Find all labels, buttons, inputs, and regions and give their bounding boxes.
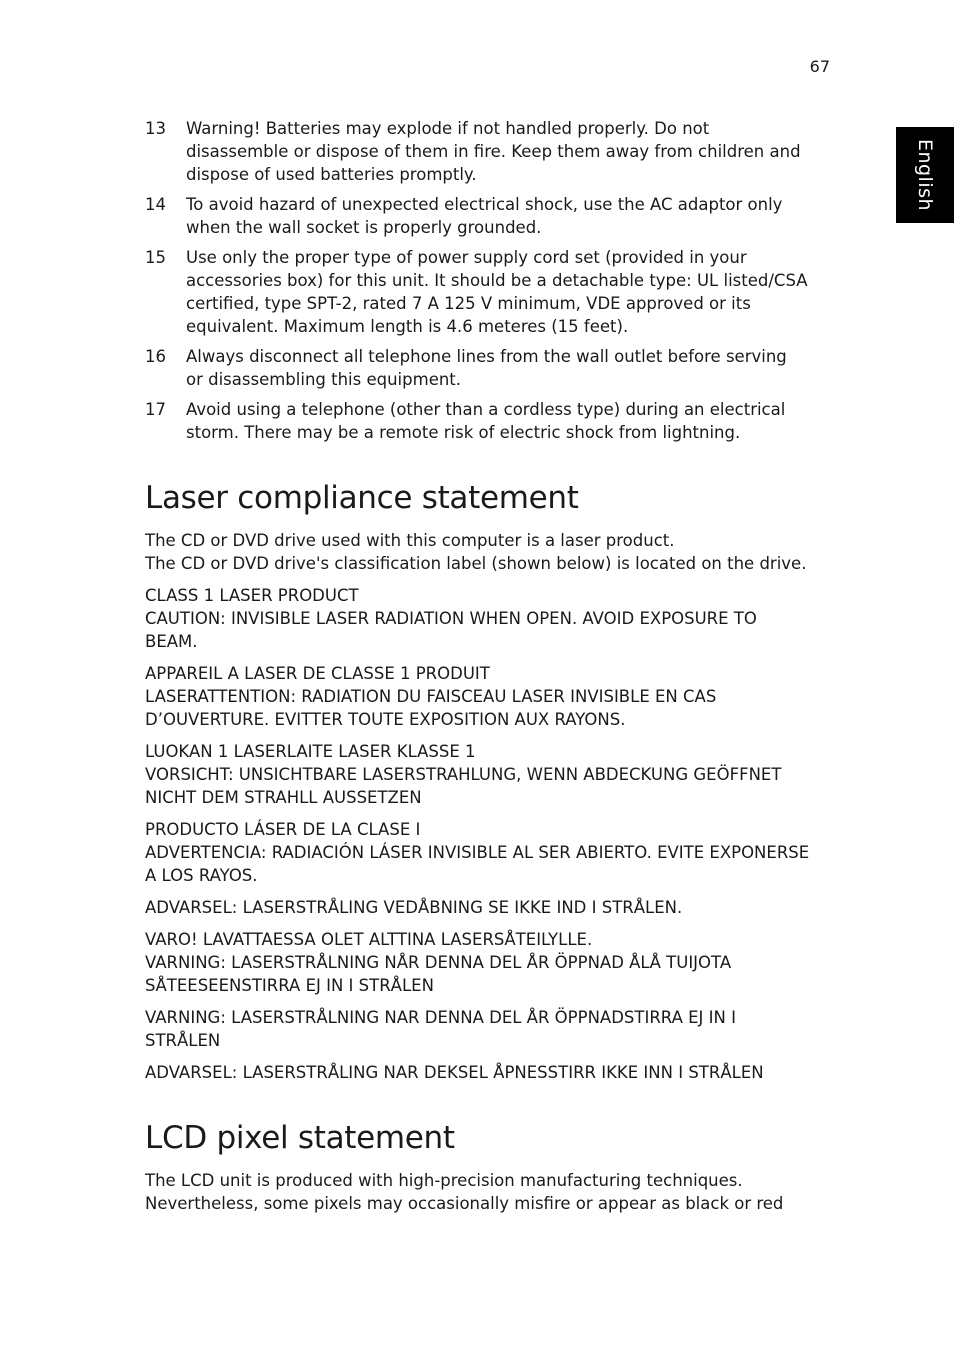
text-line: APPAREIL A LASER DE CLASSE 1 PRODUIT: [145, 664, 490, 683]
language-tab-label: English: [914, 138, 936, 212]
list-item: [145, 398, 845, 444]
laser-paragraph: [145, 529, 845, 575]
text-line: D’OUVERTURE. EVITTER TOUTE EXPOSITION AUX RAYONS.: [145, 710, 626, 729]
text-line: LASERATTENTION: RADIATION DU FAISCEAU LASER INVISIBLE EN CAS: [145, 687, 717, 706]
text-line: The CD or DVD drive used with this computer is a laser product.: [145, 531, 675, 550]
text-line: LUOKAN 1 LASERLAITE LASER KLASSE 1: [145, 742, 476, 761]
laser-paragraph: [145, 740, 845, 809]
lcd-paragraph: [145, 1169, 845, 1215]
list-item: [145, 246, 845, 338]
text-line: VARNING: LASERSTRÅLNING NÅR DENNA DEL ÅR ÖPPNAD ÅLÅ TUIJOTA: [145, 953, 732, 972]
document-body: [145, 117, 845, 1224]
item-text-line: To avoid hazard of unexpected electrical shock, use the AC adaptor only: [186, 195, 783, 214]
safety-instructions-list: [145, 117, 845, 444]
item-text-line: dispose of used batteries promptly.: [186, 165, 477, 184]
laser-paragraph: [145, 928, 845, 997]
text-line: ADVERTENCIA: RADIACIÓN LÁSER INVISIBLE AL SER ABIERTO. EVITE EXPONERSE: [145, 843, 810, 862]
item-text-line: equivalent. Maximum length is 4.6 meteres (15 feet).: [186, 317, 629, 336]
laser-paragraph: [145, 584, 845, 653]
text-line: The LCD unit is produced with high-precision manufacturing techniques.: [145, 1171, 743, 1190]
item-number: 17: [145, 400, 166, 419]
text-line: BEAM.: [145, 632, 198, 651]
laser-paragraph: [145, 1006, 845, 1052]
list-item: [145, 193, 845, 239]
text-line: STRÅLEN: [145, 1031, 221, 1050]
text-line: A LOS RAYOS.: [145, 866, 258, 885]
item-text-line: or disassembling this equipment.: [186, 370, 462, 389]
text-line: ADVARSEL: LASERSTRÅLING VEDÅBNING SE IKKE IND I STRÅLEN.: [145, 898, 683, 917]
list-item: [145, 345, 845, 391]
text-line: VARO! LAVATTAESSA OLET ALTTINA LASERSÅTEILYLLE.: [145, 930, 593, 949]
item-text-line: Avoid using a telephone (other than a cordless type) during an electrical: [186, 400, 786, 419]
laser-paragraph: [145, 896, 845, 919]
text-line: VARNING: LASERSTRÅLNING NAR DENNA DEL ÅR ÖPPNADSTIRRA EJ IN I: [145, 1008, 736, 1027]
item-text-line: when the wall socket is properly grounded.: [186, 218, 542, 237]
item-number: 15: [145, 248, 166, 267]
text-line: CAUTION: INVISIBLE LASER RADIATION WHEN OPEN. AVOID EXPOSURE TO: [145, 609, 757, 628]
text-line: Nevertheless, some pixels may occasionally misfire or appear as black or red: [145, 1194, 784, 1213]
item-text-line: Warning! Batteries may explode if not handled properly. Do not: [186, 119, 710, 138]
text-line: VORSICHT: UNSICHTBARE LASERSTRAHLUNG, WENN ABDECKUNG GEÖFFNET: [145, 765, 782, 784]
item-text-line: accessories box) for this unit. It should be a detachable type: UL listed/CSA: [186, 271, 808, 290]
lcd-section-heading: LCD pixel statement: [145, 1120, 455, 1156]
item-text-line: certified, type SPT-2, rated 7 A 125 V minimum, VDE approved or its: [186, 294, 751, 313]
item-text-line: Use only the proper type of power supply cord set (provided in your: [186, 248, 747, 267]
item-text-line: disassemble or dispose of them in fire. Keep them away from children and: [186, 142, 801, 161]
laser-paragraph: [145, 1061, 845, 1084]
laser-section-heading: Laser compliance statement: [145, 480, 579, 516]
text-line: NICHT DEM STRAHLL AUSSETZEN: [145, 788, 422, 807]
laser-paragraph: [145, 818, 845, 887]
language-tab: [896, 127, 954, 223]
item-text-line: Always disconnect all telephone lines from the wall outlet before serving: [186, 347, 787, 366]
text-line: The CD or DVD drive's classification label (shown below) is located on the drive.: [145, 554, 807, 573]
item-text-line: storm. There may be a remote risk of electric shock from lightning.: [186, 423, 741, 442]
text-line: CLASS 1 LASER PRODUCT: [145, 586, 359, 605]
laser-paragraph: [145, 662, 845, 731]
page-number: 67: [809, 57, 830, 76]
item-number: 16: [145, 347, 166, 366]
text-line: SÅTEESEENSTIRRA EJ IN I STRÅLEN: [145, 976, 434, 995]
item-number: 14: [145, 195, 166, 214]
text-line: PRODUCTO LÁSER DE LA CLASE I: [145, 820, 421, 839]
item-number: 13: [145, 119, 166, 138]
list-item: [145, 117, 845, 186]
text-line: ADVARSEL: LASERSTRÅLING NAR DEKSEL ÅPNESSTIRR IKKE INN I STRÅLEN: [145, 1063, 764, 1082]
